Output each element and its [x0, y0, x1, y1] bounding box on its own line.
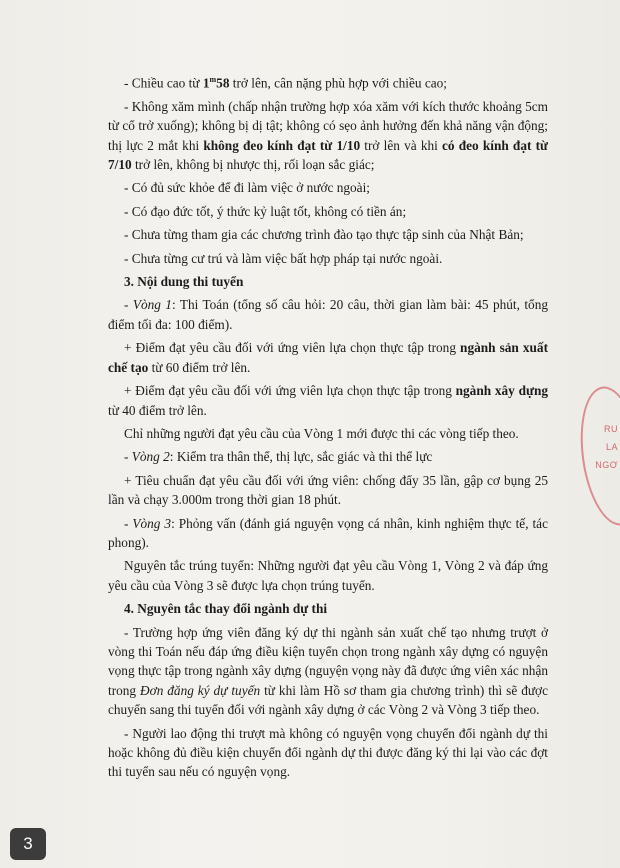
round3: - Vòng 3: Phỏng vấn (đánh giá nguyện vọng cá nhân, kinh nghiệm thực tế, tác phong).: [108, 515, 548, 550]
req-ethics: - Có đạo đức tốt, ý thức kỷ luật tốt, không có tiền án;: [124, 203, 407, 219]
round1-req-manufacturing: + Điểm đạt yêu cầu đối với ứng viên lựa chọn thực tập trong ngành sản xuất chế tạo từ 60 điểm trở lên.: [108, 340, 548, 375]
round2-criteria: + Tiêu chuẩn đạt yêu cầu đối với ứng viên: chống đẩy 35 lần, gập cơ bụng 25 lần và chạy 3.000m trong thời gian 18 phút.: [108, 472, 548, 508]
stamp-text-3: NGƠ: [595, 460, 618, 470]
req-training: - Chưa từng tham gia các chương trình đào tạo thực tập sinh của Nhật Bản;: [124, 227, 524, 243]
page-number-badge: 3: [10, 828, 46, 860]
req-tattoo: - Không xăm mình (chấp nhận trường hợp xóa xăm với kích thước khoảng 5cm từ cổ trở xuống); không bị dị tật; không có sẹo ảnh hưởng đến khả năng vận động; thị lực 2 mắt khi không đeo kính đạt từ 1/10 trở lên và khi có đeo kính đạt từ 7/10 trở lên, không bị nhược thị, rối loạn sắc giác;: [108, 98, 548, 173]
section4-heading: 4. Nguyên tắc thay đổi ngành dự thi: [124, 601, 328, 617]
round2: - Vòng 2: Kiểm tra thân thể, thị lực, sắc giác và thi thể lực: [124, 449, 433, 465]
req-residence: - Chưa từng cư trú và làm việc bất hợp pháp tại nước ngoài.: [124, 250, 443, 266]
section4-para1: - Trường hợp ứng viên đăng ký dự thi ngành sản xuất chế tạo nhưng trượt ở vòng thi Toán nếu đáp ứng điều kiện tuyển chọn trong ngành xây dựng có nguyện vọng thực tập trong ngành xây dựng (nguyện vọng này đã được ứng viên xác nhận trong Đơn đăng ký dự tuyển từ khi làm Hồ sơ tham gia chương trình) thì sẽ được chuyển sang thi tuyển đối với ngành xây dựng ở các Vòng 2 và Vòng 3 tiếp theo.: [108, 624, 548, 718]
req-health: - Có đủ sức khỏe để đi làm việc ở nước ngoài;: [124, 180, 370, 196]
section4-para2: - Người lao động thi trượt mà không có nguyện vọng chuyển đổi ngành dự thi hoặc không đủ điều kiện chuyển đổi ngành dự thi được đăng ký thi lại vào các đợt thi tuyển sau nếu có nguyện vọng.: [108, 725, 548, 780]
round1-req-construction: + Điểm đạt yêu cầu đối với ứng viên lựa chọn thực tập trong ngành xây dựng từ 40 điểm trở lên.: [108, 383, 548, 418]
section3-heading: 3. Nội dung thi tuyển: [124, 274, 244, 290]
stamp-text-1: RU: [604, 424, 618, 434]
admission-principle: Nguyên tắc trúng tuyển: Những người đạt yêu cầu Vòng 1, Vòng 2 và đáp ứng yêu cầu của Vòng 3 sẽ được lựa chọn trúng tuyển.: [108, 558, 548, 593]
red-stamp: [573, 383, 620, 530]
only-pass-note: Chỉ những người đạt yêu cầu của Vòng 1 mới được thi các vòng tiếp theo.: [124, 425, 519, 441]
stamp-text-2: LA: [605, 442, 618, 452]
round1: - Vòng 1: Thi Toán (tổng số câu hỏi: 20 câu, thời gian làm bài: 45 phút, tổng điểm tối đa: 100 điểm).: [108, 297, 548, 332]
document-body: [108, 70, 548, 786]
req-height: - Chiều cao từ 1$^m$58 trở lên, cân nặng phù hợp với chiều cao;: [124, 75, 447, 91]
